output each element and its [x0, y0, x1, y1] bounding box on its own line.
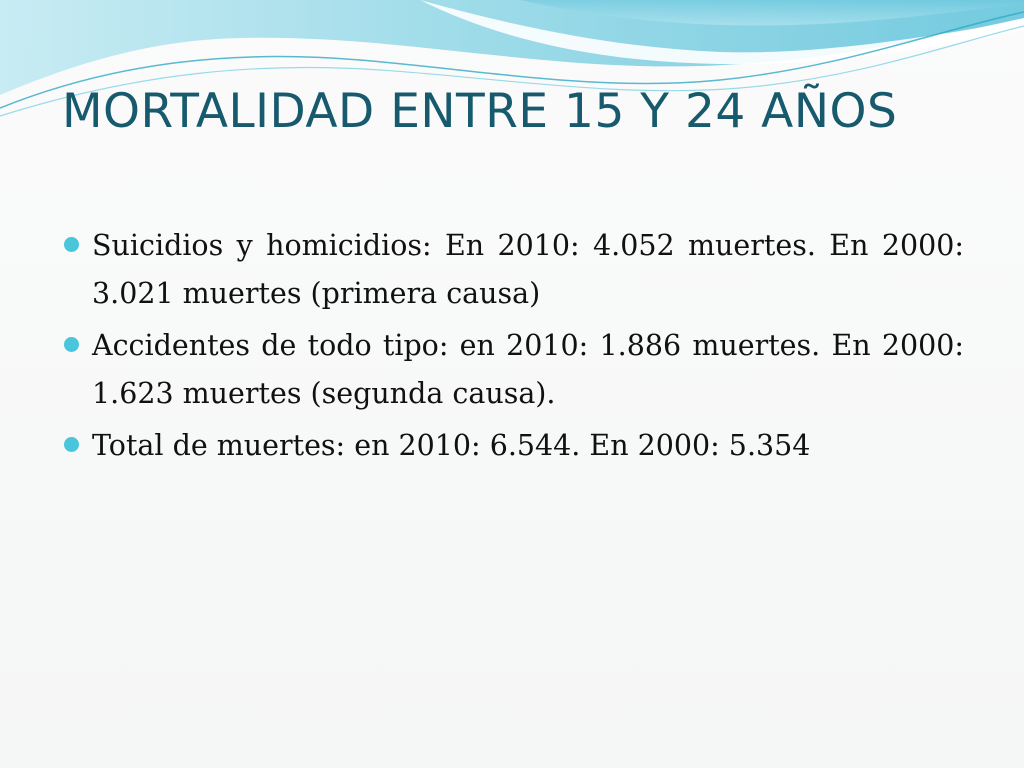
bullet-item — [62, 222, 964, 318]
bullet-text: Suicidios y homicidios: En 2010: 4.052 muertes. En 2000: 3.021 muertes (primera causa) — [92, 229, 964, 310]
bullet-icon — [64, 237, 79, 252]
slide-title: MORTALIDAD ENTRE 15 Y 24 AÑOS — [62, 84, 898, 139]
bullet-text: Total de muertes: en 2010: 6.544. En 2000: 5.354 — [92, 429, 811, 462]
bullet-item — [62, 422, 964, 470]
bullet-text: Accidentes de todo tipo: en 2010: 1.886 muertes. En 2000: 1.623 muertes (segunda causa). — [92, 329, 964, 410]
bullet-list — [62, 222, 964, 474]
bullet-icon — [64, 337, 79, 352]
bullet-item — [62, 322, 964, 418]
bullet-icon — [64, 437, 79, 452]
